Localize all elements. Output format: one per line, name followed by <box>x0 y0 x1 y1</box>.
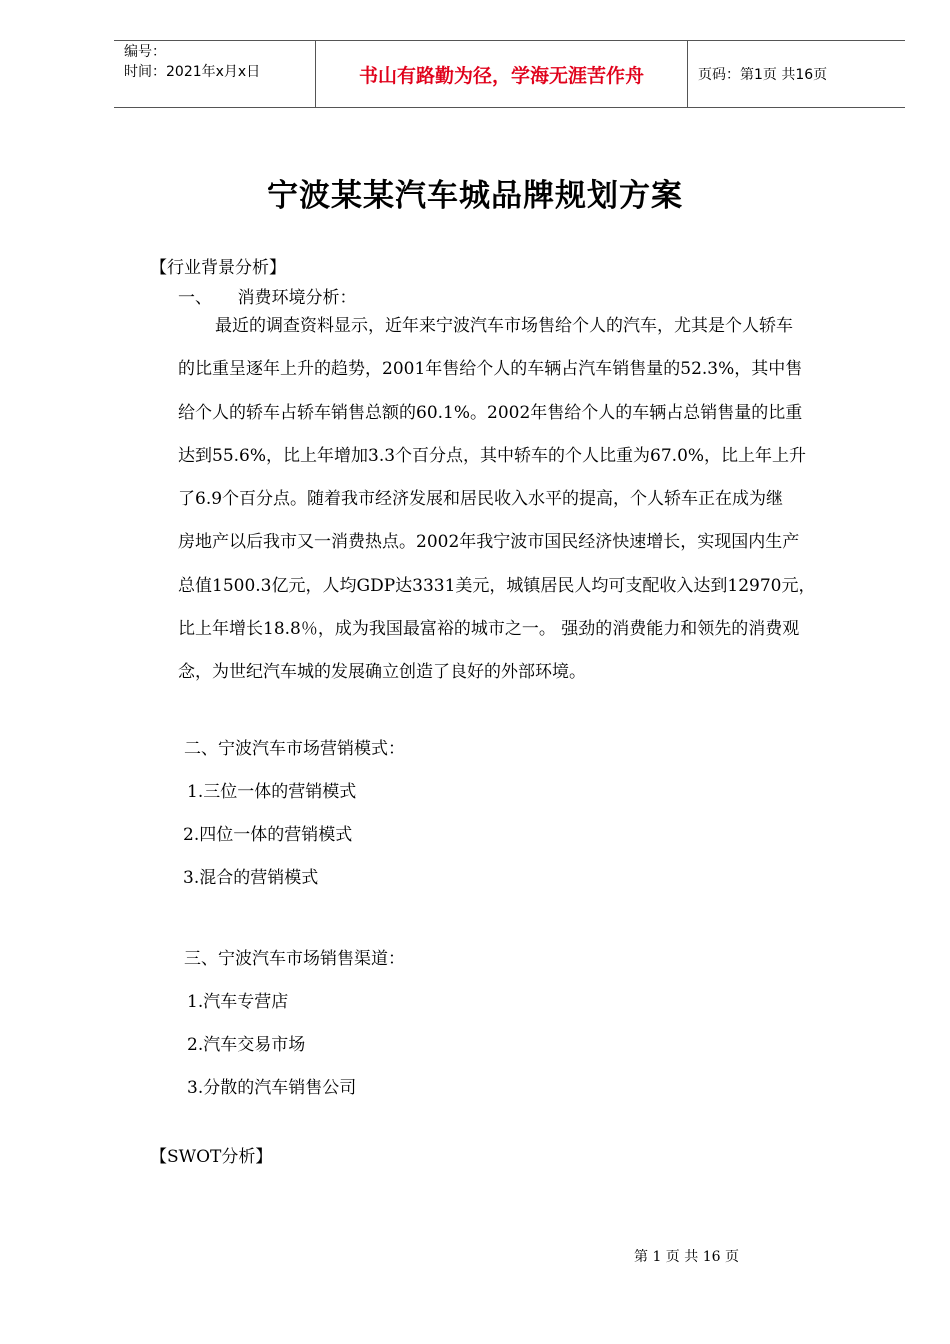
paragraph-line: 了6.9个百分点。随着我市经济发展和居民收入水平的提高，个人轿车正在成为继 <box>178 489 784 510</box>
list-item: 1.汽车专营店 <box>187 992 289 1012</box>
paragraph-line: 房地产以后我市又一消费热点。2002年我宁波市国民经济快速增长，实现国内生产 <box>178 532 800 553</box>
page-footer: 第 1 页 共 16 页 <box>634 1249 739 1265</box>
body-paragraph <box>178 305 874 695</box>
paragraph-line: 念，为世纪汽车城的发展确立创造了良好的外部环境。 <box>178 662 586 683</box>
subheading-marketing-mode: 二、宁波汽车市场营销模式： <box>184 739 405 759</box>
time-label: 时间：2021年x月x日 <box>124 64 261 80</box>
subheading-consumption: 一、 消费环境分析： <box>178 288 357 308</box>
header-page-cell <box>688 41 905 107</box>
paragraph-line: 达到55.6%，比上年增加3.3个百分点，其中轿车的个人比重为67.0%，比上年上升 <box>178 445 807 466</box>
paragraph-line: 的比重呈逐年上升的趋势，2001年售给个人的车辆占汽车销售量的52.3%，其中售 <box>178 359 803 380</box>
paragraph-line: 最近的调查资料显示，近年来宁波汽车市场售给个人的汽车，尤其是个人轿车 <box>215 316 793 336</box>
motto-text: 书山有路勤为径，学海无涯苦作舟 <box>358 64 644 87</box>
list-item: 2.汽车交易市场 <box>187 1035 306 1055</box>
page-label: 页码：第1页 共16页 <box>698 67 828 83</box>
list-item: 2.四位一体的营销模式 <box>183 825 353 845</box>
section-heading-swot: 【SWOT分析】 <box>150 1147 273 1167</box>
section-heading-industry: 【行业背景分析】 <box>150 258 286 278</box>
paragraph-line: 总值1500.3亿元，人均GDP达3331美元，城镇居民人均可支配收入达到12970元， <box>178 575 816 596</box>
paragraph-line: 给个人的轿车占轿车销售总额的60.1%。2002年售给个人的车辆占总销售量的比重 <box>178 402 803 423</box>
list-item: 1.三位一体的营销模式 <box>187 782 357 802</box>
paragraph-line: 比上年增长18.8％，成为我国最富裕的城市之一。 强劲的消费能力和领先的消费观 <box>178 619 800 640</box>
header-meta <box>114 41 315 107</box>
list-item: 3.分散的汽车销售公司 <box>187 1078 357 1098</box>
header-motto-cell <box>315 41 688 107</box>
document-title: 宁波某某汽车城品牌规划方案 <box>267 178 683 214</box>
number-label: 编号： <box>124 44 166 60</box>
list-item: 3.混合的营销模式 <box>183 868 319 888</box>
subheading-sales-channel: 三、宁波汽车市场销售渠道： <box>184 949 405 969</box>
document-header <box>114 40 905 108</box>
